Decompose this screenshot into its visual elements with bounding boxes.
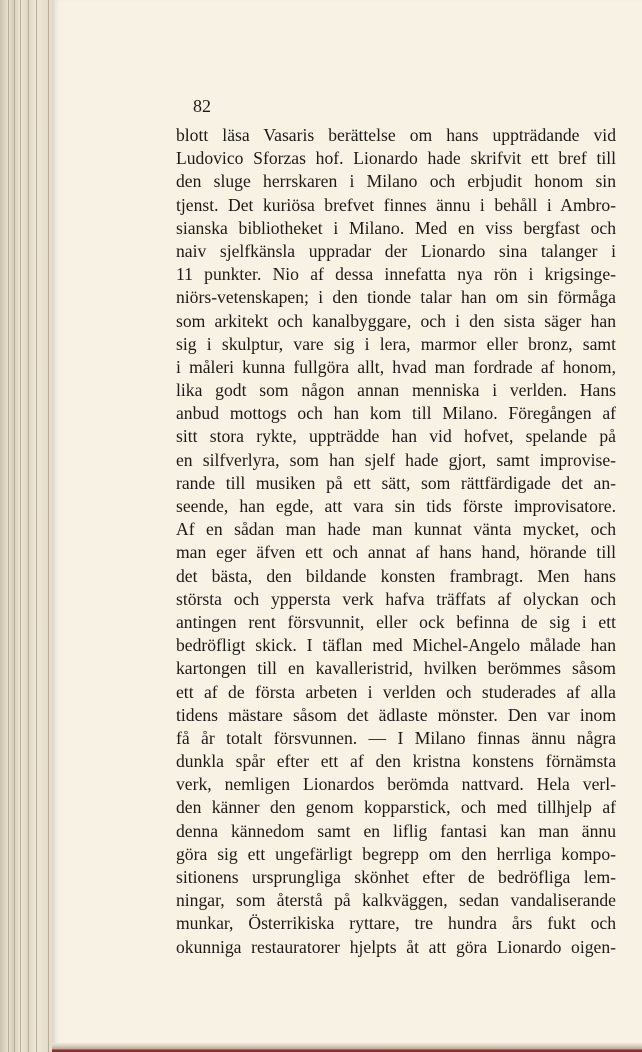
text-line: den känner den genom kopparstick, och med tillhjelp af — [176, 797, 616, 818]
text-line: rande till musiken på ett sätt, som rättfärdigade det an- — [176, 472, 616, 493]
text-line: kartongen till en kavalleristrid, hvilken berömmes såsom — [176, 658, 616, 679]
text-line: den sluge herrskaren i Milano och erbjudit honom sin — [176, 171, 616, 192]
text-line: bedröfligt skick. I täflan med Michel-Angelo målade han — [176, 635, 616, 656]
text-line: anbud mottogs och han kom till Milano. Föregången af — [176, 403, 616, 424]
text-line: som arkitekt och kanalbyggare, och i den sista säger han — [176, 310, 616, 331]
text-line: munkar, Österrikiska ryttare, tre hundra års fukt och — [176, 913, 616, 934]
text-line: sianska bibliotheket i Milano. Med en viss bergfast och — [176, 217, 616, 238]
text-line: det bästa, den bildande konsten frambragt. Men hans — [176, 565, 616, 586]
text-line: man eger äfven ett och annat af hans hand, hörande till — [176, 542, 616, 563]
text-line: verk, nemligen Lionardos berömda nattvard. Hela verl- — [176, 774, 616, 795]
text-line: sig i skulptur, vare sig i lera, marmor eller bronz, samt — [176, 333, 616, 354]
text-line: antingen rent försvunnit, eller ock befinna de sig i ett — [176, 611, 616, 632]
page-number: 82 — [193, 96, 211, 116]
text-line: seende, han egde, att vara sin tids förste improvisatore. — [176, 496, 616, 516]
text-line: blott läsa Vasaris berättelse om hans uppträdande vid — [176, 125, 616, 145]
text-line: tjenst. Det kuriösa brefvet finnes ännu i behåll i Ambro- — [176, 194, 616, 215]
text-line: denna kännedom samt en liflig fantasi kan man ännu — [176, 820, 616, 841]
text-line: naiv sjelfkänsla uppradar der Lionardo sina talanger i — [176, 240, 616, 261]
text-line: okunniga restauratorer hjelpts åt att göra Lionardo oigen- — [176, 936, 616, 957]
text-line: niörs-vetenskapen; i den tionde talar han om sin förmåga — [176, 287, 616, 308]
text-line: ningar, som återstå på kalkväggen, sedan vandaliserande — [176, 890, 616, 911]
text-line: största och yppersta verk hafva träffats af olyckan och — [176, 588, 616, 609]
text-line: en silfverlyra, som han sjelf hade gjort, samt improvise- — [176, 449, 616, 470]
text-line: sitt stora rykte, uppträdde han vid hofvet, spelande på — [176, 426, 616, 447]
text-line: göra sig ett ungefärligt begrepp om den herrliga kompo- — [176, 843, 616, 864]
body-text — [176, 124, 616, 959]
text-line: lika godt som någon annan menniska i verlden. Hans — [176, 380, 616, 401]
text-line: 11 punkter. Nio af dessa innefatta nya rön i krigsinge- — [176, 264, 616, 285]
text-line: i måleri kunna fullgöra allt, hvad man fordrade af honom, — [176, 356, 616, 377]
text-line: Ludovico Sforzas hof. Lionardo hade skrifvit ett bref till — [176, 148, 616, 169]
text-line: Af en sådan man hade man kunnat vänta mycket, och — [176, 519, 616, 540]
text-line: dunkla spår efter ett af den kristna konstens förnämsta — [176, 751, 616, 772]
text-line: sitionens ursprungliga skönhet efter de bedröfliga lem- — [176, 867, 616, 887]
text-line: få år totalt försvunnen. — I Milano finnas ännu några — [176, 727, 616, 748]
text-line: tidens mästare såsom det ädlaste mönster. Den var inom — [176, 704, 616, 725]
text-line: ett af de första arbeten i verlden och studerades af alla — [176, 681, 616, 702]
page-bottom-edge — [52, 1043, 642, 1052]
